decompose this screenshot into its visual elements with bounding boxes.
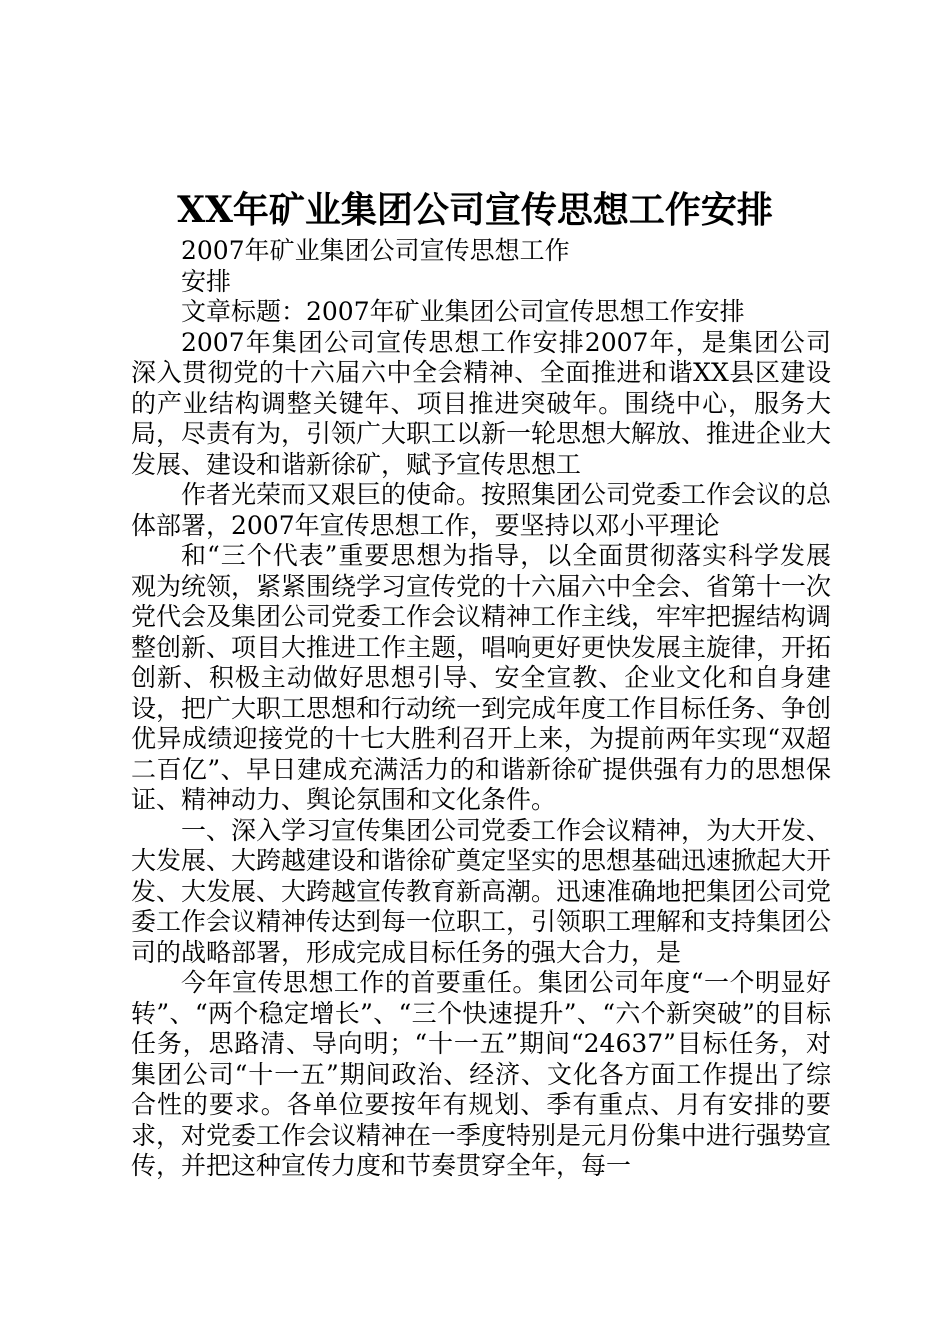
paragraph-section-one: 一、深入学习宣传集团公司党委工作会议精神，为大开发、大发展、大跨越建设和谐徐矿奠定坚实的思想基础迅速掀起大开发、大发展、大跨越宣传教育新高潮。迅速准确地把集团公司党委工作会议精神传达到每一位职工，引领职工理解和支持集团公司的战略部署，形成完成目标任务的强大合力，是 [131,815,832,967]
document-title: XX年矿业集团公司宣传思想工作安排 [177,189,773,231]
paragraph-intro: 2007年集团公司宣传思想工作安排2007年，是集团公司深入贯彻党的十六届六中全会精神、全面推进和谐XX县区建设的产业结构调整关键年、项目推进突破年。围绕中心，服务大局，尽责有为，引领广大职工以新一轮思想大解放、推进企业大发展、建设和谐新徐矿，赋予宣传思想工 [131,327,832,479]
paragraph-subtitle-line2: 安排 [181,266,232,296]
paragraph-article-title: 文章标题：2007年矿业集团公司宣传思想工作安排 [181,297,745,326]
paragraph-subtitle-line1: 2007年矿业集团公司宣传思想工作 [181,236,570,265]
document-body [131,236,831,1182]
paragraph-deployment: 作者光荣而又艰巨的使命。按照集团公司党委工作会议的总体部署，2007年宣传思想工作，要坚持以邓小平理论 [131,480,832,540]
paragraph-guidance: 和“三个代表”重要思想为指导，以全面贯彻落实科学发展观为统领，紧紧围绕学习宣传党的十六届六中全会、省第十一次党代会及集团公司党委工作会议精神工作主线，牢牢把握结构调整创新、项目大推进工作主题，唱响更好更快发展主旋律，开拓创新、积极主动做好思想引导、安全宣教、企业文化和自身建设，把广大职工思想和行动统一到完成年度工作目标任务、争创优异成绩迎接党的十七大胜利召开上来，为提前两年实现“双超二百亿”、早日建成充满活力的和谐新徐矿提供强有力的思想保证、精神动力、舆论氛围和文化条件。 [131,541,832,814]
paragraph-priority: 今年宣传思想工作的首要重任。集团公司年度“一个明显好转”、“两个稳定增长”、“三个快速提升”、“六个新突破”的目标任务，思路清、导向明；“十一五”期间“24637”目标任务，对集团公司“十一五”期间政治、经济、文化各方面工作提出了综合性的要求。各单位要按年有规划、季有重点、月有安排的要求，对党委工作会议精神在一季度特别是元月份集中进行强势宣传，并把这种宣传力度和节奏贯穿全年，每一 [131,968,832,1180]
